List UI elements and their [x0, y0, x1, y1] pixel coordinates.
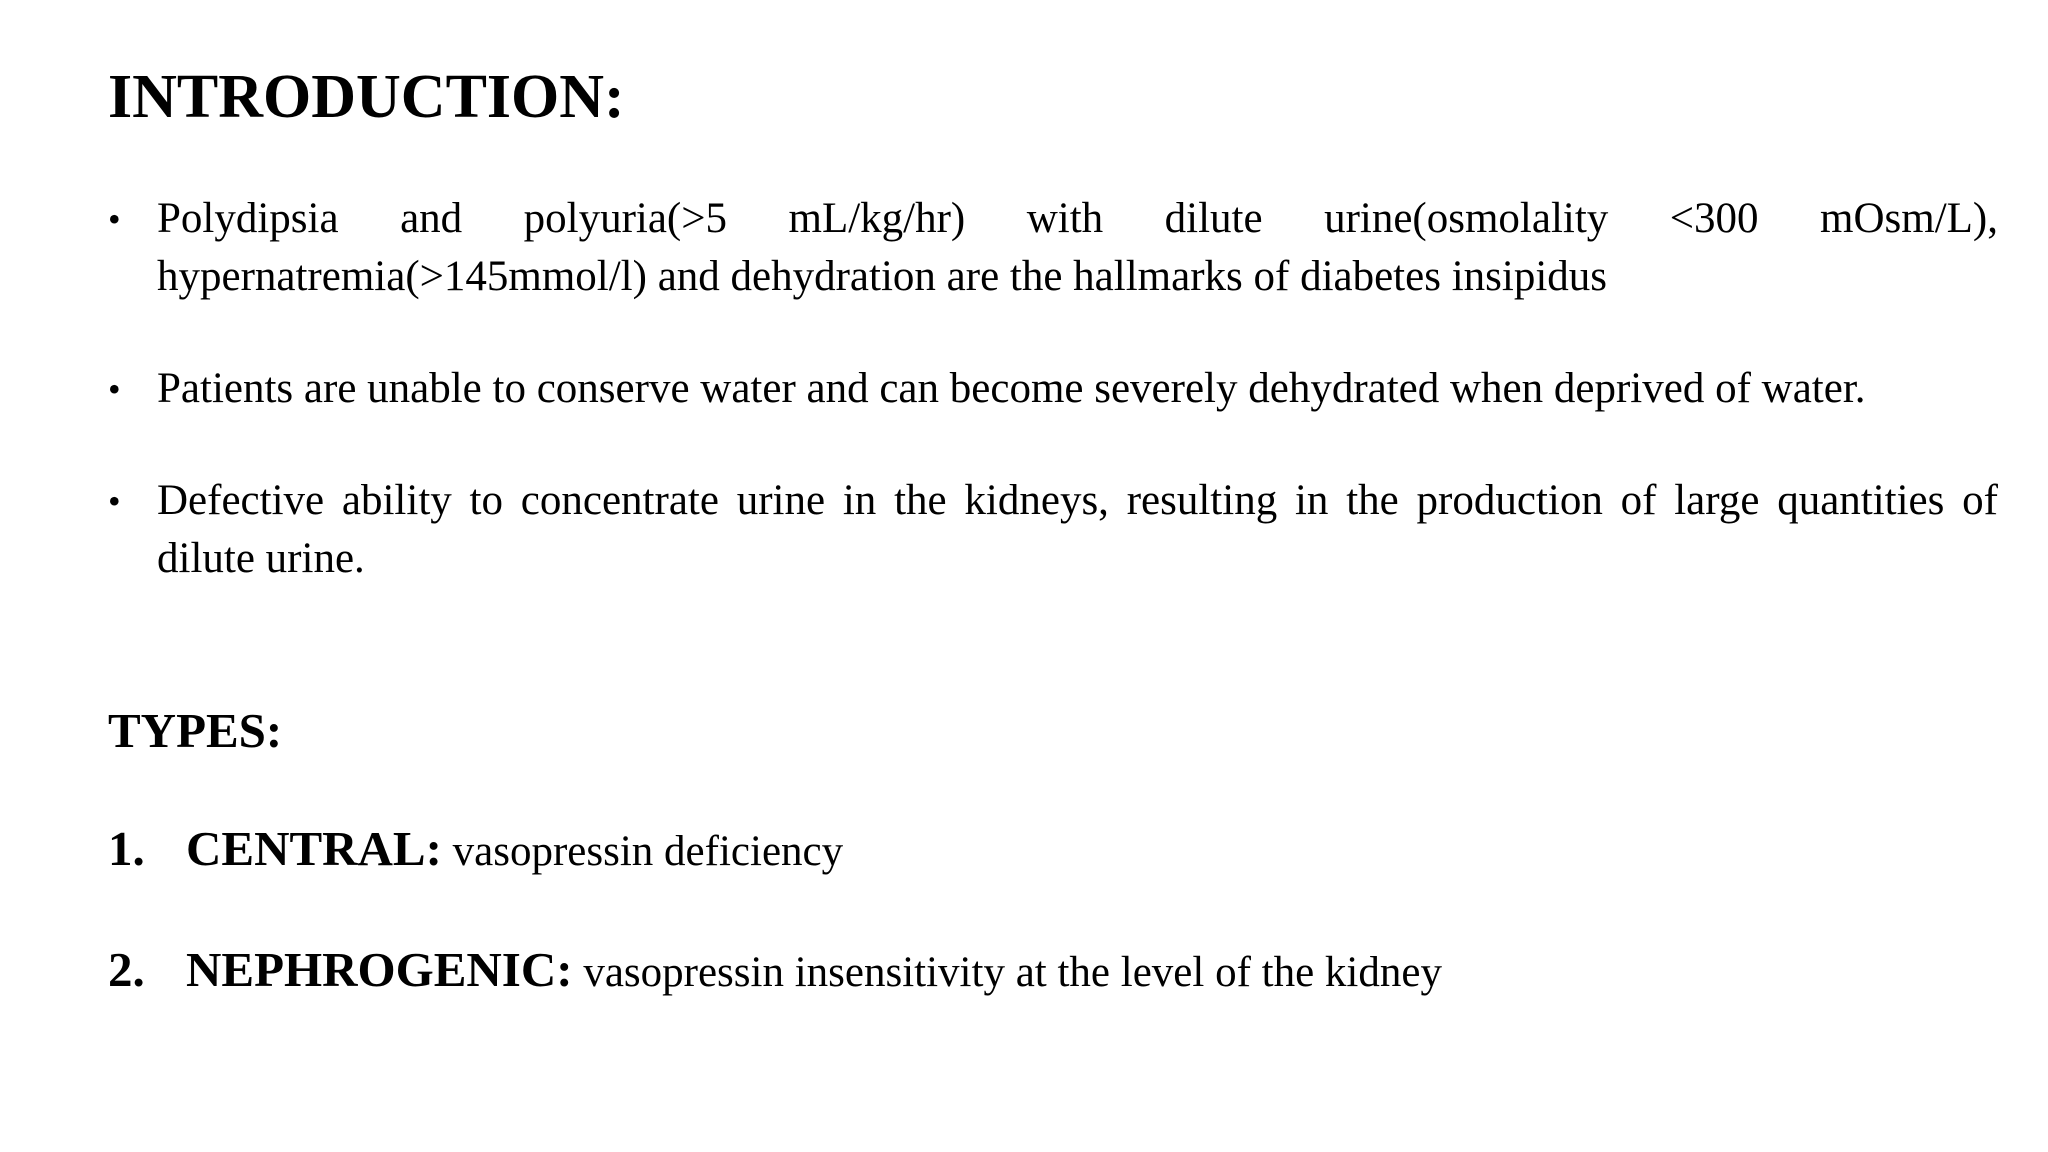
introduction-heading: INTRODUCTION:	[108, 63, 625, 131]
type-item-nephrogenic	[108, 941, 1442, 1002]
types-heading: TYPES:	[108, 703, 283, 758]
type-number: 1.	[108, 821, 145, 876]
types-list	[108, 820, 1442, 1062]
bullet-text: Patients are unable to conserve water and can become severely dehydrated when deprived of water.	[157, 365, 1866, 412]
introduction-bullet-list	[108, 190, 1998, 642]
bullet-dot-icon: •	[108, 481, 121, 521]
bullet-item	[108, 472, 1998, 588]
type-name: CENTRAL:	[186, 821, 442, 876]
bullet-item	[108, 360, 1998, 418]
type-item-central	[108, 820, 1442, 881]
bullet-dot-icon: •	[108, 199, 121, 239]
type-description: vasopressin deficiency	[441, 828, 844, 875]
bullet-text: Defective ability to concentrate urine in the kidneys, resulting in the production of large quantities of dilute urine.	[157, 477, 1998, 582]
bullet-item	[108, 190, 1998, 306]
bullet-text: Polydipsia and polyuria(>5 mL/kg/hr) with dilute urine(osmolality <300 mOsm/L), hypernatremia(>145mmol/l) and dehydration are the hallmarks of diabetes insipidus	[157, 195, 1998, 300]
type-number: 2.	[108, 942, 145, 997]
type-name: NEPHROGENIC:	[186, 942, 573, 997]
type-description: vasopressin insensitivity at the level of the kidney	[572, 949, 1442, 996]
bullet-dot-icon: •	[108, 369, 121, 409]
